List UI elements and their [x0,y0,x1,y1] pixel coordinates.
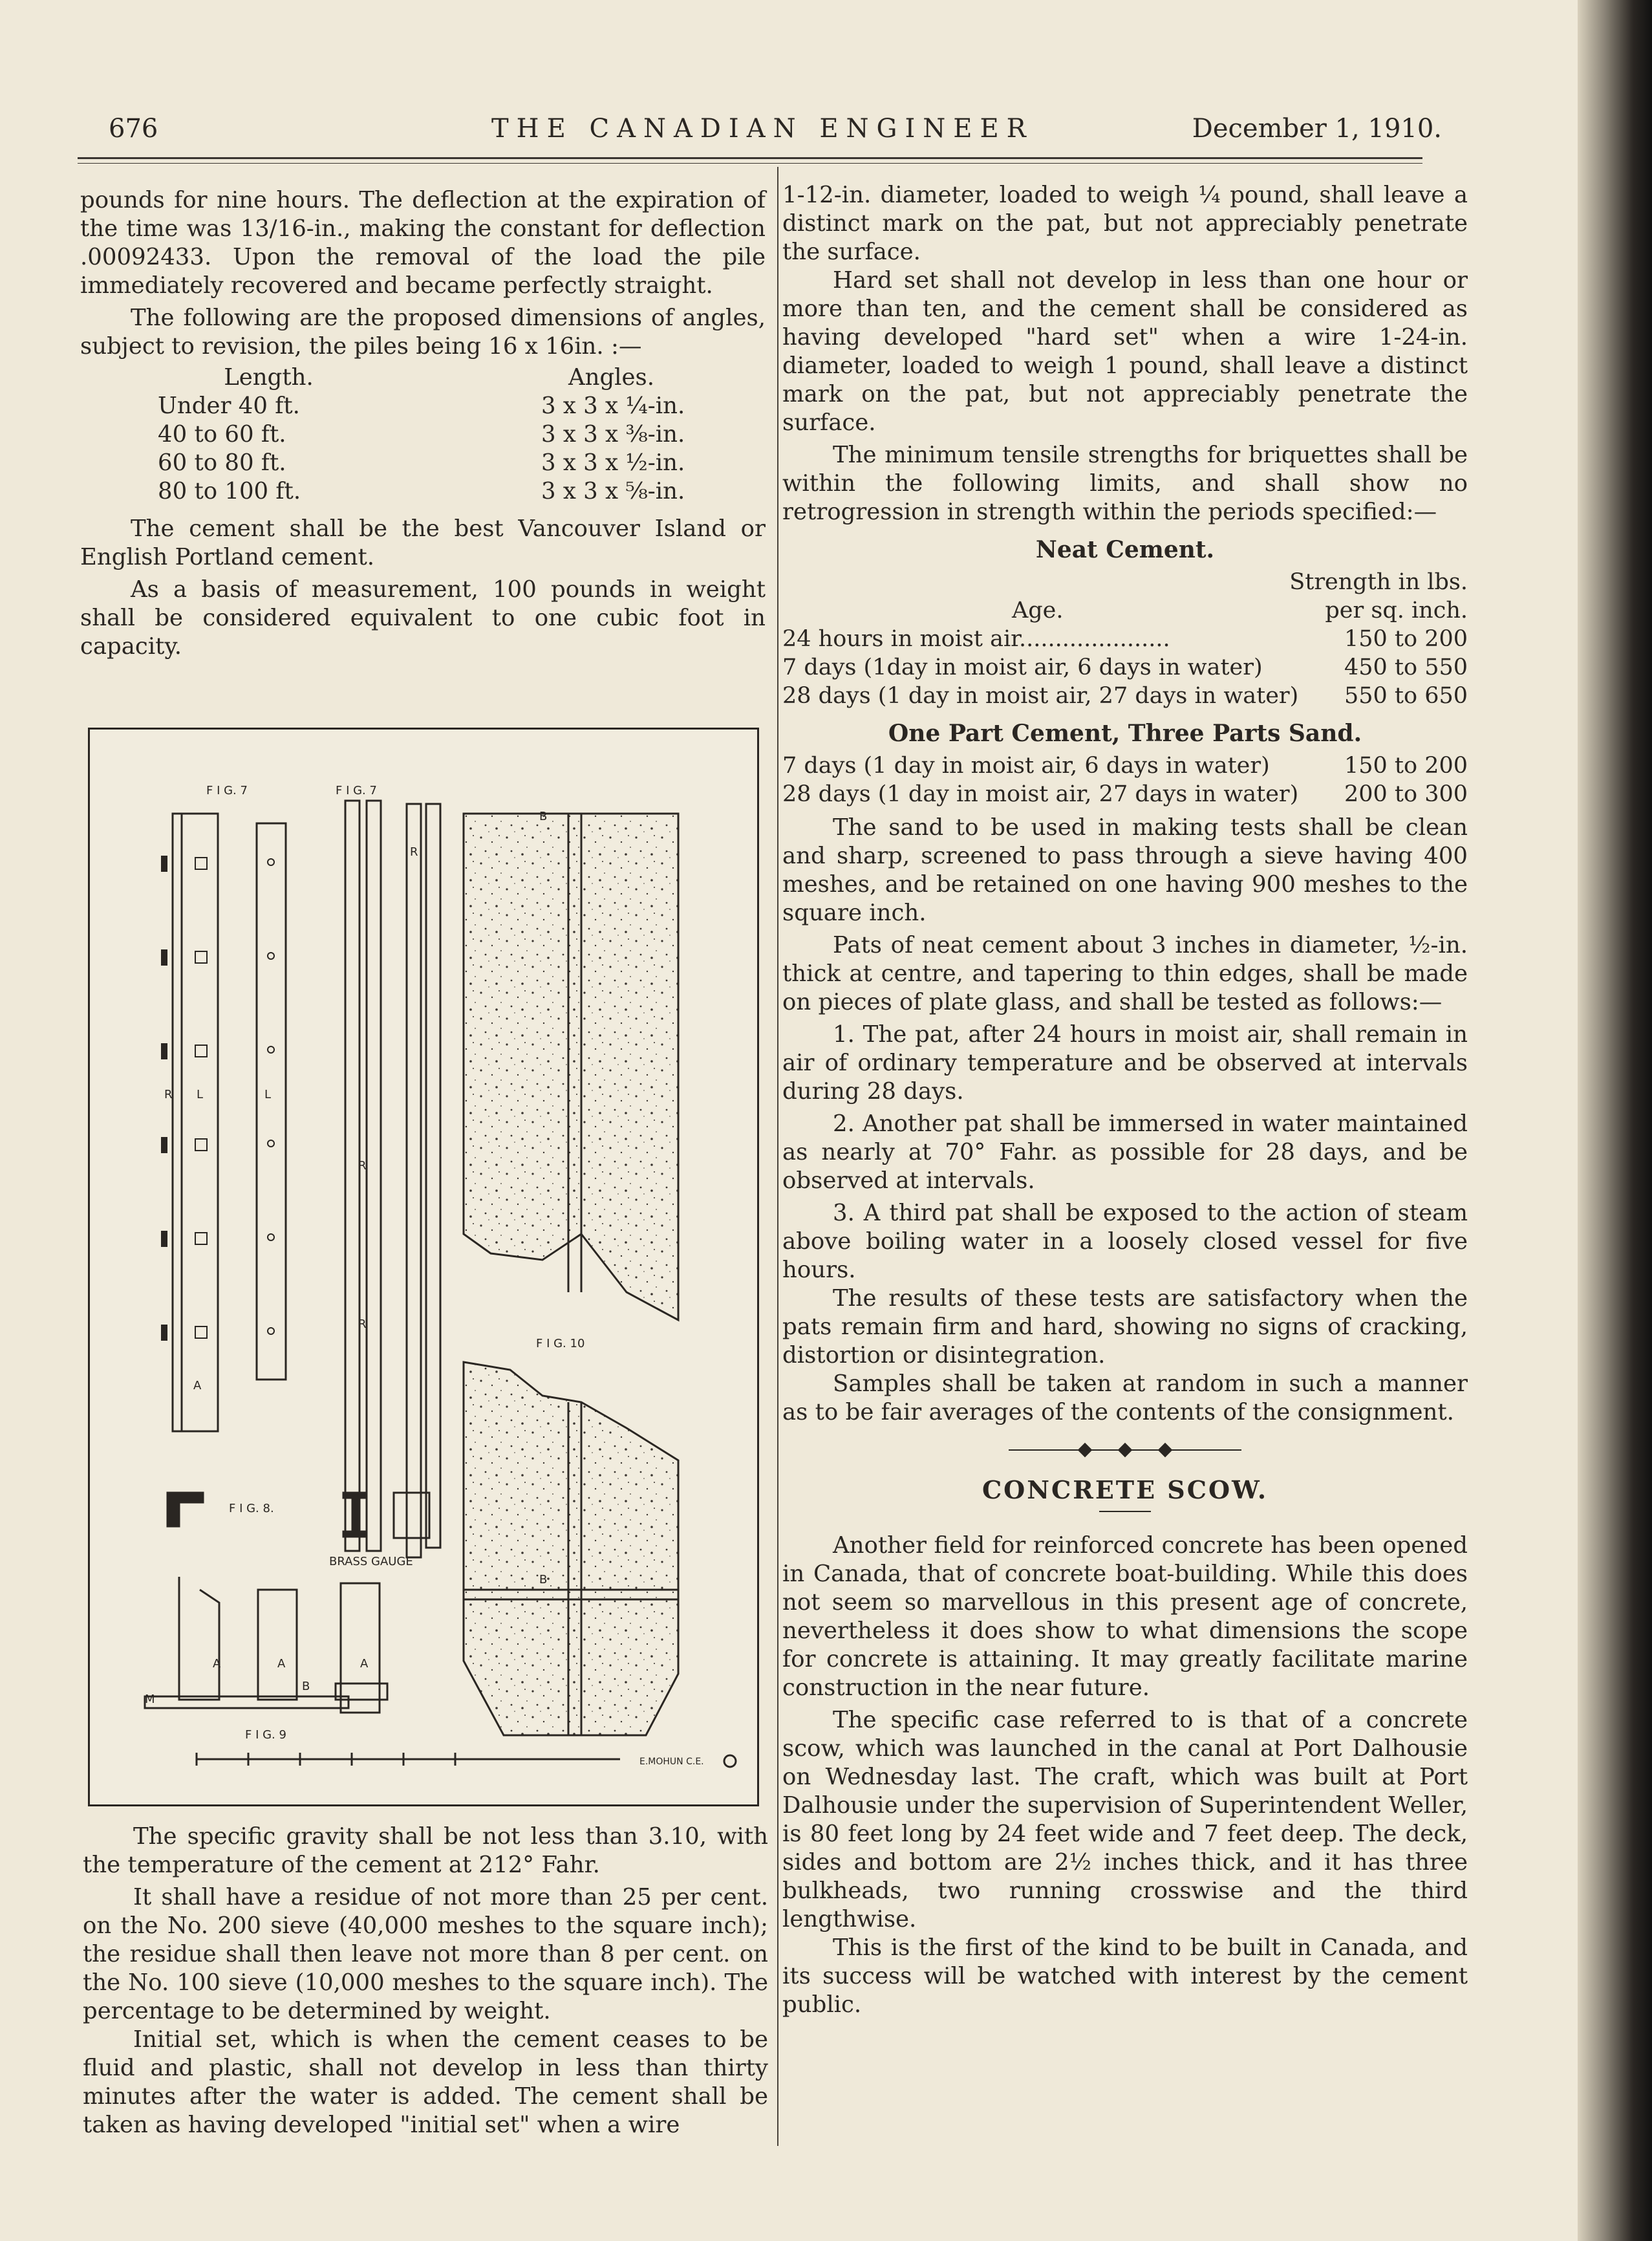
fig9-label: F I G. 9 [245,1728,286,1742]
fig8-label: F I G. 8. [229,1502,274,1515]
label-r: R [358,1317,367,1331]
label-r: R [410,845,418,859]
right-column [782,181,1468,2019]
paragraph: The cement shall be the best Vancouver Island or English Portland cement. [80,515,766,570]
brass-gauge-block [394,1493,429,1538]
label-b: B [302,1680,310,1693]
fig7-long-member [407,804,421,1557]
angles-table [80,363,766,506]
label-b: B [539,1573,548,1586]
label-m: M [145,1693,155,1706]
paragraph: Initial set, which is when the cement ceases to be fluid and plastic, shall not develop in less than thirty minutes after the water is added. The cement shall be taken as having developed "initial set" when a wire [83,2026,768,2138]
table-row: 24 hours in moist air..................... 150 to 200 [782,626,1468,652]
table-row: Under 40 ft. 3 x 3 x ¼-in. [158,393,685,419]
paragraph: Hard set shall not develop in less than one hour or more than ten, and the cement shall be considered as having developed "hard set" when a wire 1-24-in. diameter, loaded to weigh 1 pound, shall leave a distinct mark on the pat, but not appreciably penetrate the surface. [782,267,1468,436]
fig9-pile-c [341,1583,380,1713]
engineering-drawing [88,728,759,1806]
paragraph: 1. The pat, after 24 hours in moist air, shall remain in air of ordinary temperature and be observed at intervals during 28 days. [782,1021,1468,1105]
table-row: 7 days (1day in moist air, 6 days in water) 450 to 550 [782,655,1468,680]
column-divider [777,167,778,2146]
label-b: B [539,810,548,823]
fig9-pile-b [258,1590,297,1700]
label-l: L [264,1088,272,1101]
fig9-pile-a [179,1577,219,1700]
table-row: 60 to 80 ft. 3 x 3 x ½-in. [158,449,685,476]
fig7-side-strip [257,823,286,1380]
table-row: 28 days (1 day in moist air, 27 days in water) 550 to 650 [782,683,1468,709]
fig9-base-plate [145,1696,349,1708]
label-a: A [360,1657,369,1671]
fig8-angle-section [167,1493,203,1526]
left-column-bottom [83,1823,768,2139]
neat-cement-table [782,625,1468,710]
table-row: 7 days (1 day in moist air, 6 days in water) 150 to 200 [782,753,1468,779]
fig7-long-member [426,804,440,1548]
header-rule [78,157,1422,159]
paragraph: The specific gravity shall be not less than 3.10, with the temperature of the cement at 212° Fahr. [83,1823,768,1878]
table-row: 40 to 60 ft. 3 x 3 x ⅜-in. [158,421,685,448]
journal-title: THE CANADIAN ENGINEER [491,114,1034,144]
paragraph: This is the first of the kind to be built in Canada, and its success will be watched with interest by the cement public. [782,1934,1468,2018]
page-header [103,110,1442,155]
table-row: 28 days (1 day in moist air, 27 days in water) 200 to 300 [782,781,1468,807]
fig7-long-member [367,801,381,1551]
fig10-label: F I G. 10 [536,1337,585,1350]
label-a: A [213,1657,221,1671]
paragraph: Samples shall be taken at random in such a manner as to be fair averages of the contents of the consignment. [782,1370,1468,1425]
section-title: One Part Cement, Three Parts Sand. [888,720,1362,747]
header-rule-thin [78,163,1422,164]
signature-mark [724,1755,736,1767]
paragraph: The results of these tests are satisfactory when the pats remain firm and hard, showing no signs of cracking, distortion or disintegration. [782,1285,1468,1369]
brass-gauge-i-section [343,1493,367,1537]
section-title: Neat Cement. [1035,536,1215,563]
label-r: R [358,1159,367,1173]
paragraph: The specific case referred to is that of a concrete scow, which was launched in the canal at Port Dalhousie on Wednesday last. The craft, which was built at Port Dalhousie under the supervision of Superintendent Weller, is 80 feet long by 24 feet wide and 7 feet deep. The deck, sides and bottom are 2½ inches thick, and it has three bulkheads, two running crosswise and the third lengthwise. [782,1707,1468,1932]
signature-label: E.MOHUN C.E. [639,1757,704,1767]
paragraph: The minimum tensile strengths for briquettes shall be within the following limits, and shall show no retrogression in strength within the periods specified:— [782,442,1468,525]
drawing-svg [90,730,757,1804]
label-a: A [277,1657,286,1671]
paragraph: 1-12-in. diameter, loaded to weigh ¼ pound, shall leave a distinct mark on the pat, but not appreciably penetrate the surface. [782,182,1468,265]
fig7a-label: F I G. 7 [206,784,248,797]
left-column-top [80,186,766,661]
table-header: Length. [224,364,314,391]
table-row: 80 to 100 ft. 3 x 3 x ⅝-in. [158,478,685,504]
article-title: CONCRETE SCOW. [982,1475,1269,1504]
table-header: Angles. [568,364,655,391]
brass-gauge-label: BRASS GAUGE [329,1555,413,1568]
label-a: A [193,1379,202,1392]
paragraph: 2. Another pat shall be immersed in water maintained as nearly at 70° Fahr. as possible for 28 days, and be observed at intervals. [782,1110,1468,1194]
paragraph: pounds for nine hours. The deflection at the expiration of the time was 13/16-in., making the constant for deflection .00092433. Upon the removal of the load the pile immediately recovered and became perfectly straight. [80,187,766,299]
sand-cement-table [782,752,1468,808]
paragraph: Another field for reinforced concrete has been opened in Canada, that of concrete boat-building. While this does not seem so marvellous in this present age of concrete, nevertheless it does show to what dimensions the scope for concrete is attaining. It may greatly facilitate marine construction in the near future. [782,1532,1468,1701]
strength-table-header: Strength in lbs. Age. per sq. inch. [1012,569,1468,623]
title-rule [1099,1511,1151,1512]
ornament-divider [782,1444,1468,1456]
fig7b-label: F I G. 7 [336,784,377,797]
issue-date: December 1, 1910. [1192,114,1442,144]
paragraph: 3. A third pat shall be exposed to the action of steam above boiling water in a loosely closed vessel for five hours. [782,1200,1468,1283]
label-r: R [164,1088,173,1101]
paragraph: The following are the proposed dimensions of angles, subject to revision, the piles being 16 x 16in. :— [80,305,766,360]
paragraph: It shall have a residue of not more than 25 per cent. on the No. 200 sieve (40,000 meshes to the square inch); the residue shall then leave not more than 8 per cent. on the No. 100 sieve (10,000 meshes to the square inch). The percentage to be determined by weight. [83,1884,768,2024]
paragraph: Pats of neat cement about 3 inches in diameter, ½-in. thick at centre, and tapering to thin edges, shall be made on pieces of plate glass, and shall be tested as follows:— [782,932,1468,1015]
paragraph: The sand to be used in making tests shall be clean and sharp, screened to pass through a sieve having 400 meshes, and be retained on one having 900 meshes to the square inch. [782,814,1468,926]
page-number: 676 [109,114,158,144]
paragraph: As a basis of measurement, 100 pounds in weight shall be considered equivalent to one cubic foot in capacity. [80,576,766,660]
fig7-long-member [345,801,359,1551]
binding-shadow [1578,0,1652,2241]
fig10-upper-section [464,814,678,1320]
fig10-lower-section [464,1362,678,1735]
label-l: L [197,1088,204,1101]
